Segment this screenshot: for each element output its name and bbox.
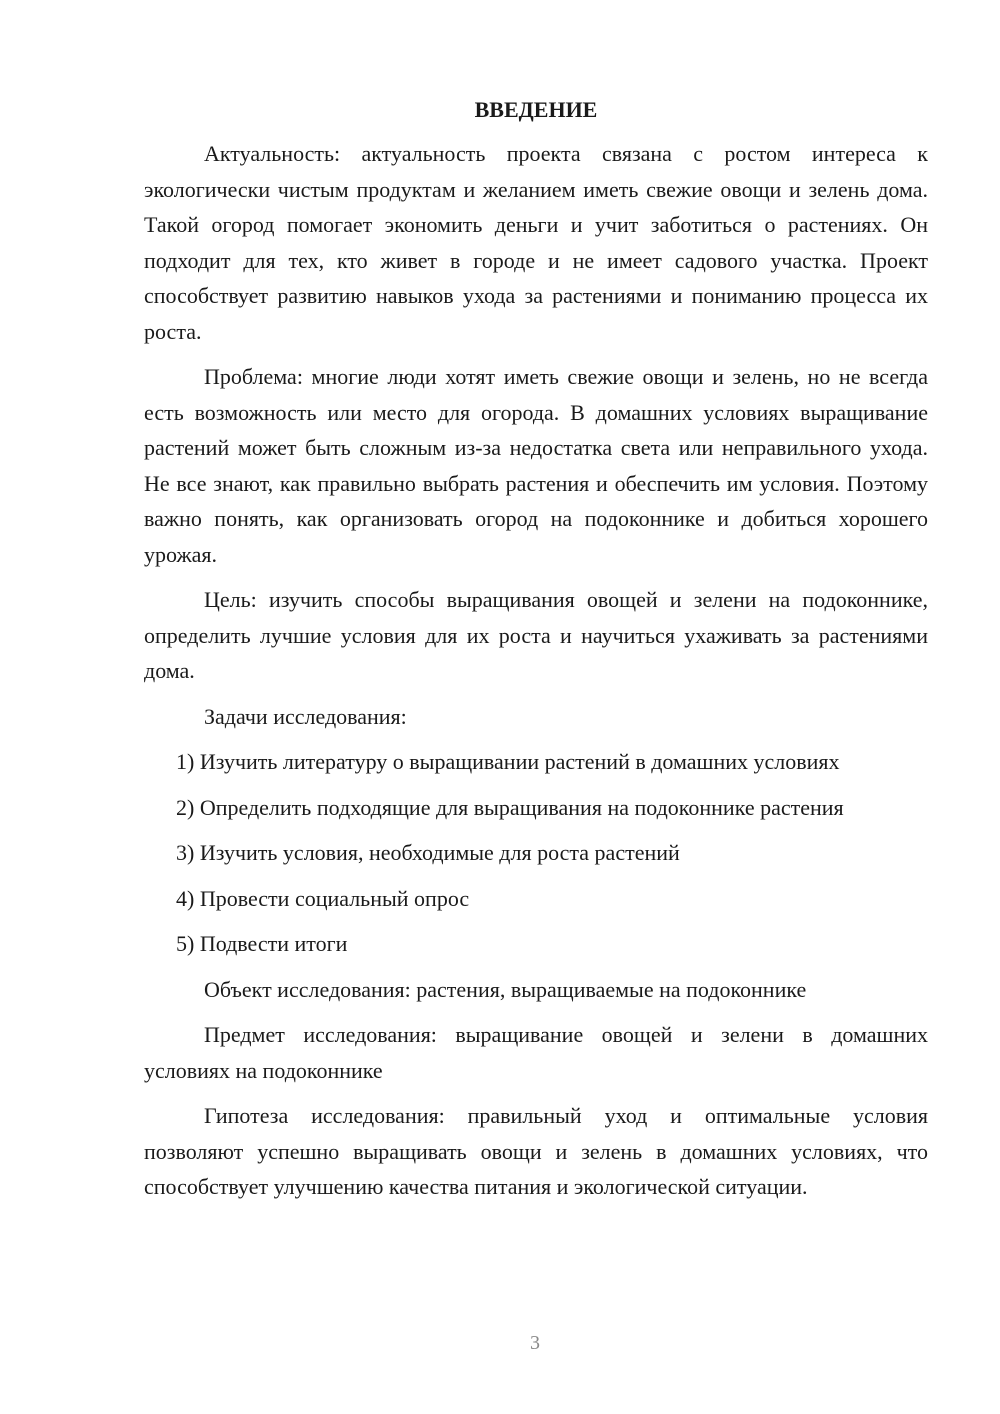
page-title: ВВЕДЕНИЕ [474, 97, 598, 122]
page-number: 3 [530, 1332, 540, 1354]
page-content [144, 96, 928, 1215]
subject-paragraph: Предмет исследования: выращивание овощей и зелени в домашних условиях на подоконнике [144, 1022, 928, 1083]
task-item-5: 5) Подвести итоги [176, 931, 348, 956]
tasks-title: Задачи исследования: [204, 703, 407, 729]
object-paragraph: Объект исследования: растения, выращиваемые на подоконнике [204, 976, 807, 1002]
task-item-3: 3) Изучить условия, необходимые для роста растений [176, 840, 680, 865]
hypothesis-paragraph: Гипотеза исследования: правильный уход и оптимальные условия позволяют успешно выращивать овощи и зелень в домашних условиях, что способствует улучшению качества питания и экологической ситуации. [144, 1103, 928, 1199]
task-item-1: 1) Изучить литературу о выращивании растений в домашних условиях [176, 749, 840, 774]
relevance-paragraph: Актуальность: актуальность проекта связана с ростом интереса к экологически чистым продуктам и желанием иметь свежие овощи и зелень дома. Такой огород помогает экономить деньги и учит заботиться о растениях. Он подходит для тех, кто живет в городе и не имеет садового участка. Проект способствует развитию навыков ухода за растениями и пониманию процесса их роста. [144, 141, 928, 344]
task-item-2: 2) Определить подходящие для выращивания на подоконнике растения [176, 794, 844, 820]
goal-paragraph: Цель: изучить способы выращивания овощей и зелени на подоконнике, определить лучшие условия для их роста и научиться ухаживать за растениями дома. [144, 587, 928, 683]
problem-paragraph: Проблема: многие люди хотят иметь свежие овощи и зелень, но не всегда есть возможность или место для огорода. В домашних условиях выращивание растений может быть сложным из-за недостатка света или неправильного ухода. Не все знают, как правильно выбрать растения и обеспечить им условия. Поэтому важно понять, как организовать огород на подоконнике и добиться хорошего урожая. [144, 364, 928, 567]
task-item-4: 4) Провести социальный опрос [176, 885, 470, 911]
